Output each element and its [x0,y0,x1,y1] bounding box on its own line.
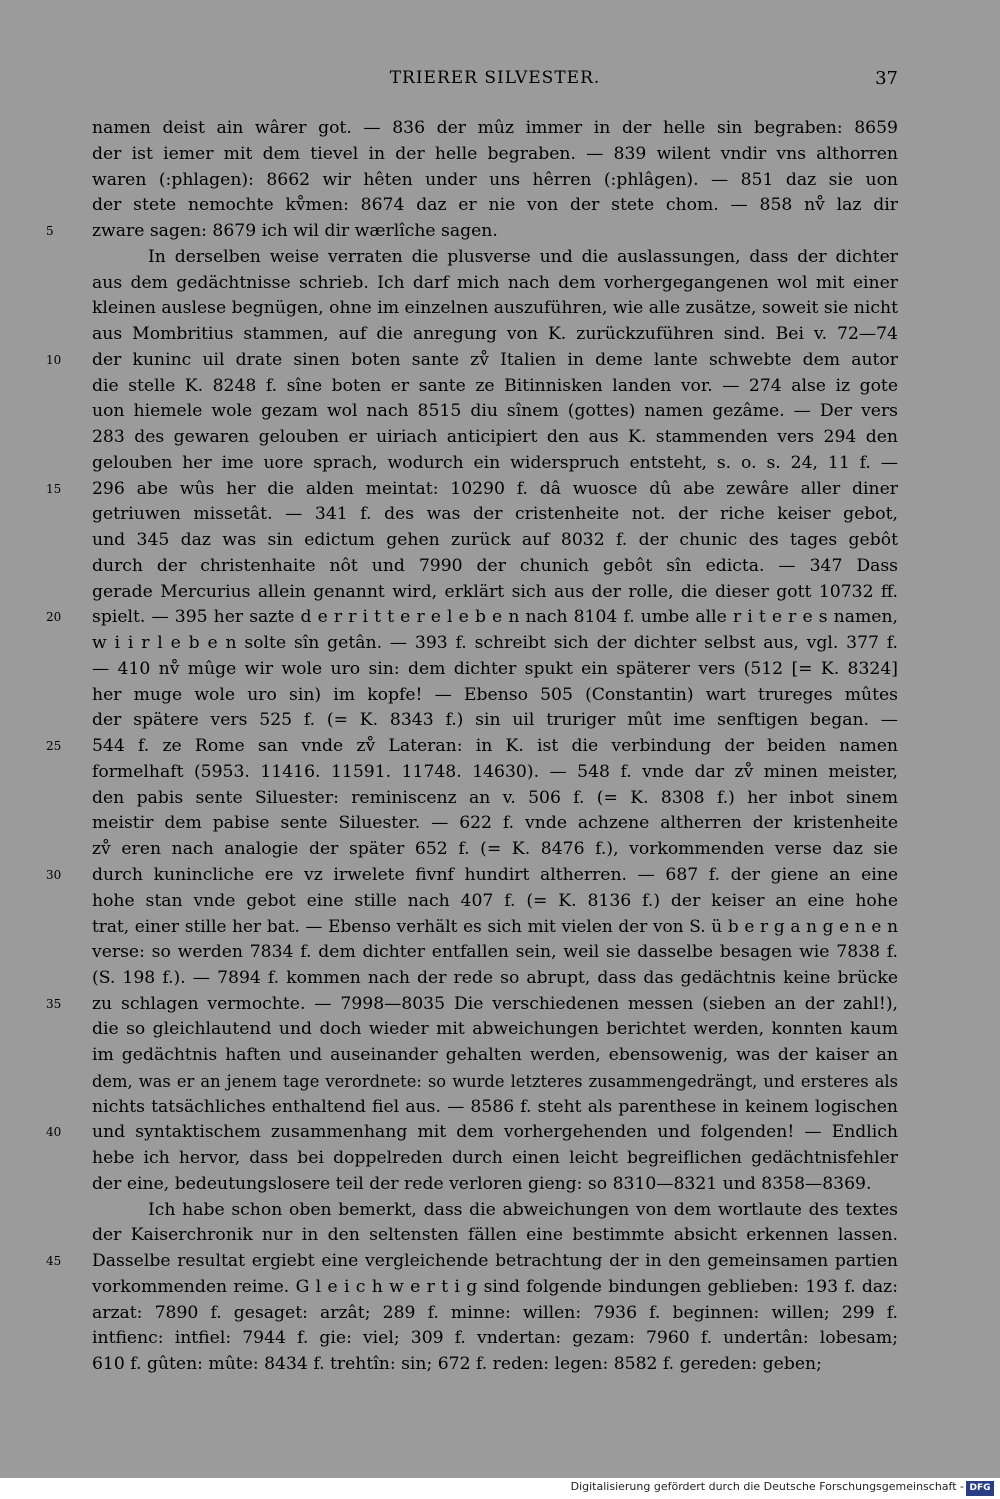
text-line-content: durch der christenhaite nôt und 7990 der chunich gebôt sîn edicta. — 347 Dass [92,555,898,576]
text-line-content: der Kaiserchronik nur in den seltensten fällen eine bestimmte absicht erkennen lassen. [92,1225,898,1246]
text-line [46,863,898,889]
text-line-content: durch kunincliche ere vz irwelete fivnf hundirt altherren. — 687 f. der giene an eine [92,864,898,885]
footer-credit: Digitalisierung gefördert durch die Deutsche Forschungsgemeinschaft - [570,1480,964,1493]
text-line [92,708,898,734]
text-line [92,142,898,168]
text-line [46,1249,898,1275]
text-line [92,914,898,940]
text-line-content: meistir dem pabise sente Siluester. — 622 f. vnde achzene altherren der kristenheite [92,813,898,834]
text-line-content: aus Mombritius stammen, auf die anregung von K. zurückzuführen sind. Bei v. 72—74 [92,324,898,344]
text-line-content: zware sagen: 8679 ich wil dir wærlîche sagen. [92,221,498,241]
text-line [92,168,898,194]
text-line-content: im gedächtnis haften und auseinander gehalten werden, ebensowenig, was der kaiser an [92,1045,898,1065]
line-number: 35 [46,996,62,1011]
text-line [92,940,898,966]
line-number: 40 [46,1125,62,1140]
body-text [46,116,898,1378]
running-head: TRIERER SILVESTER. [389,68,601,88]
text-line [46,477,898,503]
text-line-content: der kuninc uil drate sinen boten sante zv̊ Italien in deme lante schwebte dem autor [92,349,898,370]
text-line-content: her muge wole uro sin) im kopfe! — Ebenso 505 (Constantin) wart trureges mûtes [92,684,898,705]
line-number: 25 [46,739,62,753]
text-line-content: die stelle K. 8248 f. sîne boten er sante ze Bitinnisken landen vor. — 274 alse iz gote [92,375,898,396]
text-line [46,734,898,760]
text-line-content: der stete nemochte kv̊men: 8674 daz er nie von der stete chom. — 858 nv̊ laz dir [92,195,898,216]
text-line-content: w i i r l e b e n solte sîn getân. — 393 f. schreibt sich der dichter selbst aus, vgl. 377 f. [92,633,898,653]
text-line-content: 544 f. ze Rome san vnde zv̊ Lateran: in K. ist die verbindung der beiden namen [92,736,898,756]
text-line [92,425,898,451]
text-line [46,1120,898,1146]
text-line-content: (S. 198 f.). — 7894 f. kommen nach der rede so abrupt, dass das gedächtnis keine brücke [92,967,898,988]
text-line [92,811,898,837]
text-line [92,1301,898,1327]
text-line [92,1069,898,1095]
text-line-content: trat, einer stille her bat. — Ebenso verhält es sich mit vielen der von S. ü b e r g a n g e n e n [92,916,898,937]
text-line [92,786,898,812]
text-line [92,245,898,271]
text-line [92,1017,898,1043]
text-line [92,1043,898,1069]
text-line [92,451,898,477]
text-line-content: und 345 daz was sin edictum gehen zurück auf 8032 f. der chunic des tages gebôt [92,530,898,550]
text-line [92,837,898,863]
text-line [46,219,898,245]
text-line-content: Dasselbe resultat ergiebt eine vergleichende betrachtung der in den gemeinsamen partien [92,1251,898,1271]
line-number: 15 [46,481,62,496]
text-line-content: der ist iemer mit dem tievel in der helle begraben. — 839 wilent vndir vns althorren [92,143,898,164]
text-line [92,193,898,219]
text-line [46,348,898,374]
text-line-content: intfienc: intfiel: 7944 f. gie: viel; 309 f. vndertan: gezam: 7960 f. undertân: lobesam; [92,1328,898,1349]
text-line [92,760,898,786]
text-line-content: gelouben her ime uore sprach, wodurch ein widerspruch entsteht, s. o. s. 24, 11 f. — [92,452,898,473]
text-line [92,631,898,657]
text-line-content: — 410 nv̊ mûge wir wole uro sin: dem dichter spukt ein späterer vers (512 [= K. 8324] [92,658,898,679]
text-line [92,1146,898,1172]
text-line [92,1275,898,1301]
text-line-content: arzat: 7890 f. gesaget: arzât; 289 f. minne: willen: 7936 f. beginnen: willen; 299 f. [92,1302,898,1323]
text-line-content: 283 des gewaren gelouben er uiriach anticipiert den aus K. stammenden vers 294 den [92,427,898,447]
text-line [46,992,898,1018]
text-line-content: aus dem gedächtnisse schrieb. Ich darf mich nach dem vorhergegangenen wol mit einer [92,272,898,293]
text-line-content: den pabis sente Siluester: reminiscenz an v. 506 f. (= K. 8308 f.) her inbot sinem [92,787,898,808]
text-line-content: In derselben weise verraten die plusverse und die auslassungen, dass der dichter [148,246,898,267]
text-line-content: spielt. — 395 her sazte d e r r i t t e r e l e b e n nach 8104 f. umbe alle r i t e r e s namen, [92,607,898,628]
line-number: 10 [46,352,62,367]
text-line [92,1198,898,1224]
text-line-content: namen deist ain wârer got. — 836 der mûz immer in der helle sin begraben: 8659 [92,118,898,138]
text-line-content: uon hiemele wole gezam wol nach 8515 diu sînem (gottes) namen gezâme. — Der vers [92,401,898,422]
text-line [92,399,898,425]
line-number: 30 [46,867,62,882]
page-number: 37 [875,68,898,89]
text-line [92,580,898,606]
text-line-content: die so gleichlautend und doch wieder mit abweichungen berichtet werden, konnten kaum [92,1019,898,1040]
text-line-content: zu schlagen vermochte. — 7998—8035 Die verschiedenen messen (sieben an der zahl!), [92,993,898,1014]
text-line-content: zv̊ eren nach analogie der später 652 f. (= K. 8476 f.), vorkommenden verse daz sie [92,839,898,859]
text-line-content: 296 abe wûs her die alden meintat: 10290 f. dâ wuosce dû abe zewâre aller diner [92,478,898,499]
text-line [92,116,898,142]
line-number: 5 [46,224,54,238]
text-line [92,554,898,580]
text-line-content: verse: so werden 7834 f. dem dichter entfallen sein, weil sie dasselbe besagen wie 7838 f. [92,942,898,962]
text-line-content: 610 f. gûten: mûte: 8434 f. trehtîn: sin; 672 f. reden: legen: 8582 f. gereden: geben; [92,1354,822,1374]
text-line-content: dem, was er an jenem tage verordnete: so wurde letzteres zusammengedrängt, und ersteres als [92,1071,898,1091]
text-line [92,296,898,322]
text-line [92,502,898,528]
text-line [92,271,898,297]
text-line [92,889,898,915]
text-line-content: vorkommenden reime. G l e i c h w e r t i g sind folgende bindungen geblieben: 193 f. daz: [92,1276,898,1297]
text-line [92,528,898,554]
text-line [92,1172,898,1198]
text-line-content: und syntaktischem zusammenhang mit dem vorhergehenden und folgenden! — Endlich [92,1122,898,1143]
text-line-content: kleinen auslese begnügen, ohne im einzelnen auszuführen, wie alle zusätze, soweit sie nicht [92,298,898,319]
footer-bar [0,1478,1000,1499]
text-line-content: der spätere vers 525 f. (= K. 8343 f.) sin uil truriger mût ime senftigen began. — [92,710,898,731]
text-line [92,1326,898,1352]
text-line [92,966,898,992]
text-line [92,683,898,709]
text-line-content: formelhaft (5953. 11416. 11591. 11748. 14630). — 548 f. vnde dar zv̊ minen meister, [92,761,898,782]
text-line-content: nichts tatsächliches enthaltend fiel aus. — 8586 f. steht als parenthese in keinem logischen [92,1096,898,1117]
dfg-logo: DFG [966,1481,994,1496]
text-line [92,657,898,683]
line-number: 45 [46,1254,62,1268]
text-line-content: Ich habe schon oben bemerkt, dass die abweichungen von dem wortlaute des textes [148,1199,898,1220]
text-line [92,1095,898,1121]
text-line [92,1223,898,1249]
text-line-content: gerade Mercurius allein genannt wird, erklärt sich aus der rolle, die dieser gott 10732 ff. [92,581,898,602]
line-number: 20 [46,610,62,625]
text-line-content: waren (:phlagen): 8662 wir hêten under uns hêrren (:phlâgen). — 851 daz sie uon [92,169,898,190]
text-line-content: der eine, bedeutungslosere teil der rede verloren gieng: so 8310—8321 und 8358—8369. [92,1173,872,1194]
text-line-content: hebe ich hervor, dass bei doppelreden durch einen leicht begreiflichen gedächtnisfehler [92,1148,898,1168]
text-line-content: getriuwen missetât. — 341 f. des was der cristenheite not. der riche keiser gebot, [92,504,898,525]
text-line [92,322,898,348]
text-line [46,605,898,631]
text-line [92,1352,898,1378]
page-header [92,68,898,96]
text-line [92,374,898,400]
text-line-content: hohe stan vnde gebot eine stille nach 407 f. (= K. 8136 f.) der keiser an eine hohe [92,890,898,911]
